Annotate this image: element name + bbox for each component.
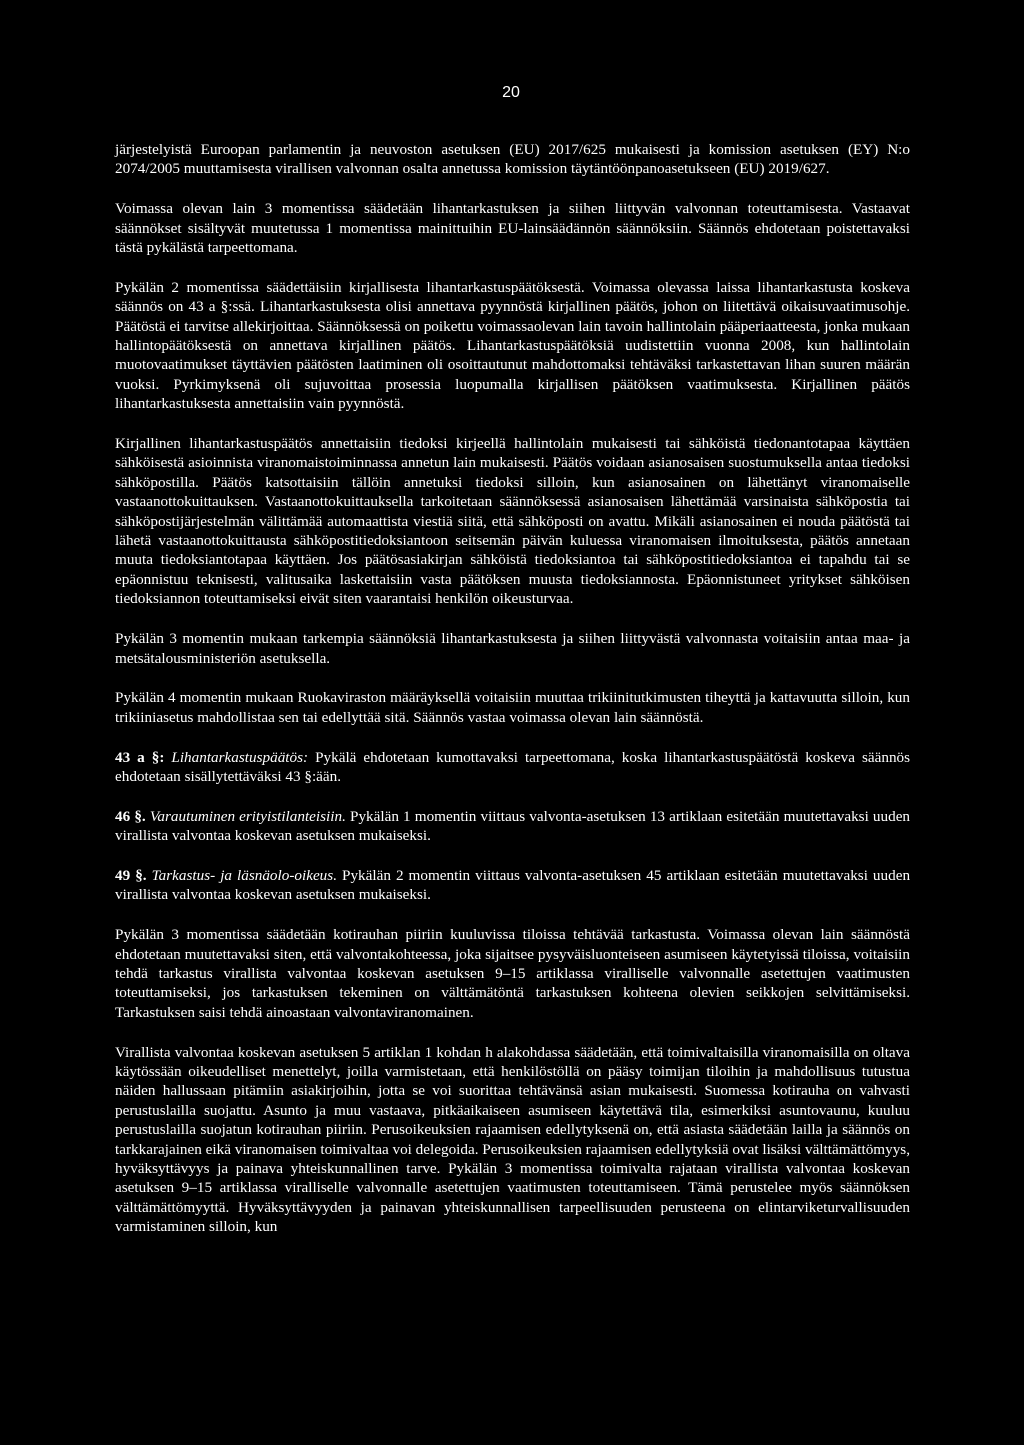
section-paragraph	[115, 807, 910, 846]
section-sign: §.	[134, 807, 146, 825]
paragraph: Pykälän 3 momentin mukaan tarkempia säännöksiä lihantarkastuksesta ja siihen liittyvästä valvonnasta voitaisiin antaa maa- ja metsätalousministeriön asetuksella.	[115, 630, 910, 667]
paragraph: Virallista valvontaa koskevan asetuksen 5 artiklan 1 kohdan h alakohdassa säädetään, että toimivaltaisilla viranomaisilla on oltava käytössään oikeudelliset menettelyt, joilla varmistetaan, että henkilöstöllä on pääsy toimijan tiloihin ja mahdollisuus tutustua näiden hallussaan pitämiin asiakirjoihin, jotta se voi suorittaa tehtävänsä asian mukaisesti. Suomessa kotirauha on vahvasti perustuslailla suojattu. Asunto ja muu vastaava, pitkäaikaiseen asumiseen käytettävä tila, esimerkiksi asuntovaunu, kuuluu perustuslailla suojatun kotirauhan piiriin. Perusoikeuksien rajaamisen edellytyksenä on, että asiasta säädetään lailla ja säännös on tarkkarajainen eikä viranomaisen toimivaltaa voi delegoida. Perusoikeuksien rajaamisen edellytyksiä ovat lisäksi välttämättömyys, hyväksyttävyys ja painava yhteiskunnallinen tarve. Pykälän 3 momentissa toimivalta rajataan virallista valvontaa koskevan asetuksen 9–15 artiklassa viralliselle valvonnalle asetettujen vaatimusten toteuttamiseen. Tämä perustelee myös säännöksen välttämättömyyttä. Hyväksyttävyyden ja painavan yhteiskunnallisen tarpeellisuuden perusteena on elintarviketurvallisuuden varmistaminen silloin, kun	[115, 1043, 911, 1236]
paragraph: Pykälän 4 momentin mukaan Ruokaviraston määräyksellä voitaisiin muuttaa trikiinitutkimusten tiheyttä ja kattavuutta silloin, kun trikiiniasetus mahdollistaa sen tai edellyttää sitä. Säännös vastaa voimassa olevan lain säännöstä.	[115, 689, 910, 726]
section-title: Varautuminen erityistilanteisiin.	[149, 807, 346, 825]
section-number: 46	[115, 807, 131, 825]
section-sign: §.	[135, 866, 147, 884]
paragraph: Kirjallinen lihantarkastuspäätös annettaisiin tiedoksi kirjeellä hallintolain mukaisesti tai sähköistä tiedonantotapaa käyttäen sähköisestä asioinnista viranomaistoiminnassa annetun lain mukaisesti. Päätös voidaan asianosaisen suostumuksella antaa tiedoksi sähköpostilla. Päätös katsottaisiin tällöin annetuksi tiedoksi silloin, kun asianosainen on lähettänyt viranomaiselle vastaanottokuittauksen. Vastaanottokuittauksella tarkoitetaan säännöksessä asianosaisen lähettämää varsinaista sähköpostia tai sähköpostijärjestelmän välittämää automaattista viestiä siitä, että sähköposti on avattu. Mikäli asianosainen ei nouda päätöstä tai lähetä vastaanottokuittausta sähköpostitiedoksiantoon seitsemän päivän kuluessa viranomaisen ilmoituksesta, päätös annetaan muuta tiedoksiantotapaa käyttäen. Jos päätösasiakirjan sähköistä tiedoksiantoa tai sähköpostitiedoksiantoa ei tapahdu tai se epäonnistuu teknisesti, valitusaika laskettaisiin vasta päätöksen muusta tiedoksiannosta. Epäonnistuneet yritykset sähköisen tiedoksiannon toteuttamiseksi eivät siten vaarantaisi henkilön oikeusturvaa.	[115, 435, 910, 608]
section-text: Pykälän 1 momentin viittaus valvonta-asetuksen 13 artiklaan esitetään muutettavaksi uuden virallista valvontaa koskevan asetuksen mukaiseksi.	[115, 807, 911, 845]
section-text: Pykälä ehdotetaan kumottavaksi tarpeettomana, koska lihantarkastuspäätöstä koskeva säännös ehdotetaan sisällytettäväksi 43 §:ään.	[115, 748, 911, 785]
document-body	[115, 140, 910, 1257]
paragraph: Voimassa olevan lain 3 momentissa säädetään lihantarkastuksen ja siihen liittyvän valvonnan toteuttamisesta. Vastaavat säännökset sisältyvät muutetussa 1 momentissa mainittuihin EU-lainsäädännön säännöksiin. Säännös ehdotetaan poistettavaksi tästä pykälästä tarpeettomana.	[115, 200, 910, 257]
section-sign: §:	[151, 748, 165, 766]
section-number: 49	[115, 866, 131, 884]
paragraph: järjestelyistä Euroopan parlamentin ja neuvoston asetuksen (EU) 2017/625 mukaisesti ja komission asetuksen (EY) N:o 2074/2005 muuttamisesta virallisen valvonnan osalta annetussa komission täytäntöönpanoasetukseen (EU) 2019/627.	[115, 141, 910, 178]
section-title: Tarkastus- ja läsnäolo-oikeus.	[151, 866, 337, 884]
section-number: 43 a	[115, 748, 145, 766]
section-title: Lihantarkastuspäätös:	[171, 748, 309, 766]
paragraph: Pykälän 2 momentissa säädettäisiin kirjallisesta lihantarkastuspäätöksestä. Voimassa olevassa laissa lihantarkastusta koskeva säännös on 43 a §:ssä. Lihantarkastuksesta olisi annettava pyynnöstä kirjallinen päätös, johon on liitettävä oikaisuvaatimusohje. Päätöstä ei tarvitse allekirjoittaa. Säännöksessä on poikettu voimassaolevan lain tavoin hallintolain pääperiaatteesta, jonka mukaan hallintopäätöksestä on annettava kirjallinen päätös. Lihantarkastuspäätöksiä uudistettiin vuonna 2008, kun hallintolain muotovaatimukset täyttävien päätösten laatiminen oli osoittautunut mahdottomaksi tehtäväksi tarkastettavan lihan suuren määrän vuoksi. Pyrkimyksenä oli sujuvoittaa prosessia luopumalla kirjallisen päätöksen vaatimuksesta. Kirjallinen päätös lihantarkastuksesta annettaisiin vain pyynnöstä.	[115, 278, 910, 413]
page-number: 20	[502, 84, 520, 101]
section-paragraph	[115, 866, 910, 905]
paragraph: Pykälän 3 momentissa säädetään kotirauhan piiriin kuuluvissa tiloissa tehtävää tarkastusta. Voimassa olevan lain säännöstä ehdotetaan muutettavaksi siten, että valvontakohteessa, joka sijaitsee pysyväisluonteiseen asumiseen käytetyissä tiloissa, voitaisiin tehdä tarkastus virallista valvontaa koskevan asetuksen 9–15 artiklassa viralliselle valvonnalle asetettujen vaatimusten toteuttamiseksi, jos tarkastuksen tekeminen on välttämätöntä tarkastuksen kohteena olevien seikkojen selvittämiseksi. Tarkastuksen saisi tehdä ainoastaan valvontaviranomainen.	[115, 926, 910, 1021]
section-text: Pykälän 2 momentin viittaus valvonta-asetuksen 45 artiklaan esitetään muutettavaksi uuden virallista valvontaa koskevan asetuksen mukaiseksi.	[115, 866, 911, 904]
section-paragraph	[115, 748, 910, 787]
